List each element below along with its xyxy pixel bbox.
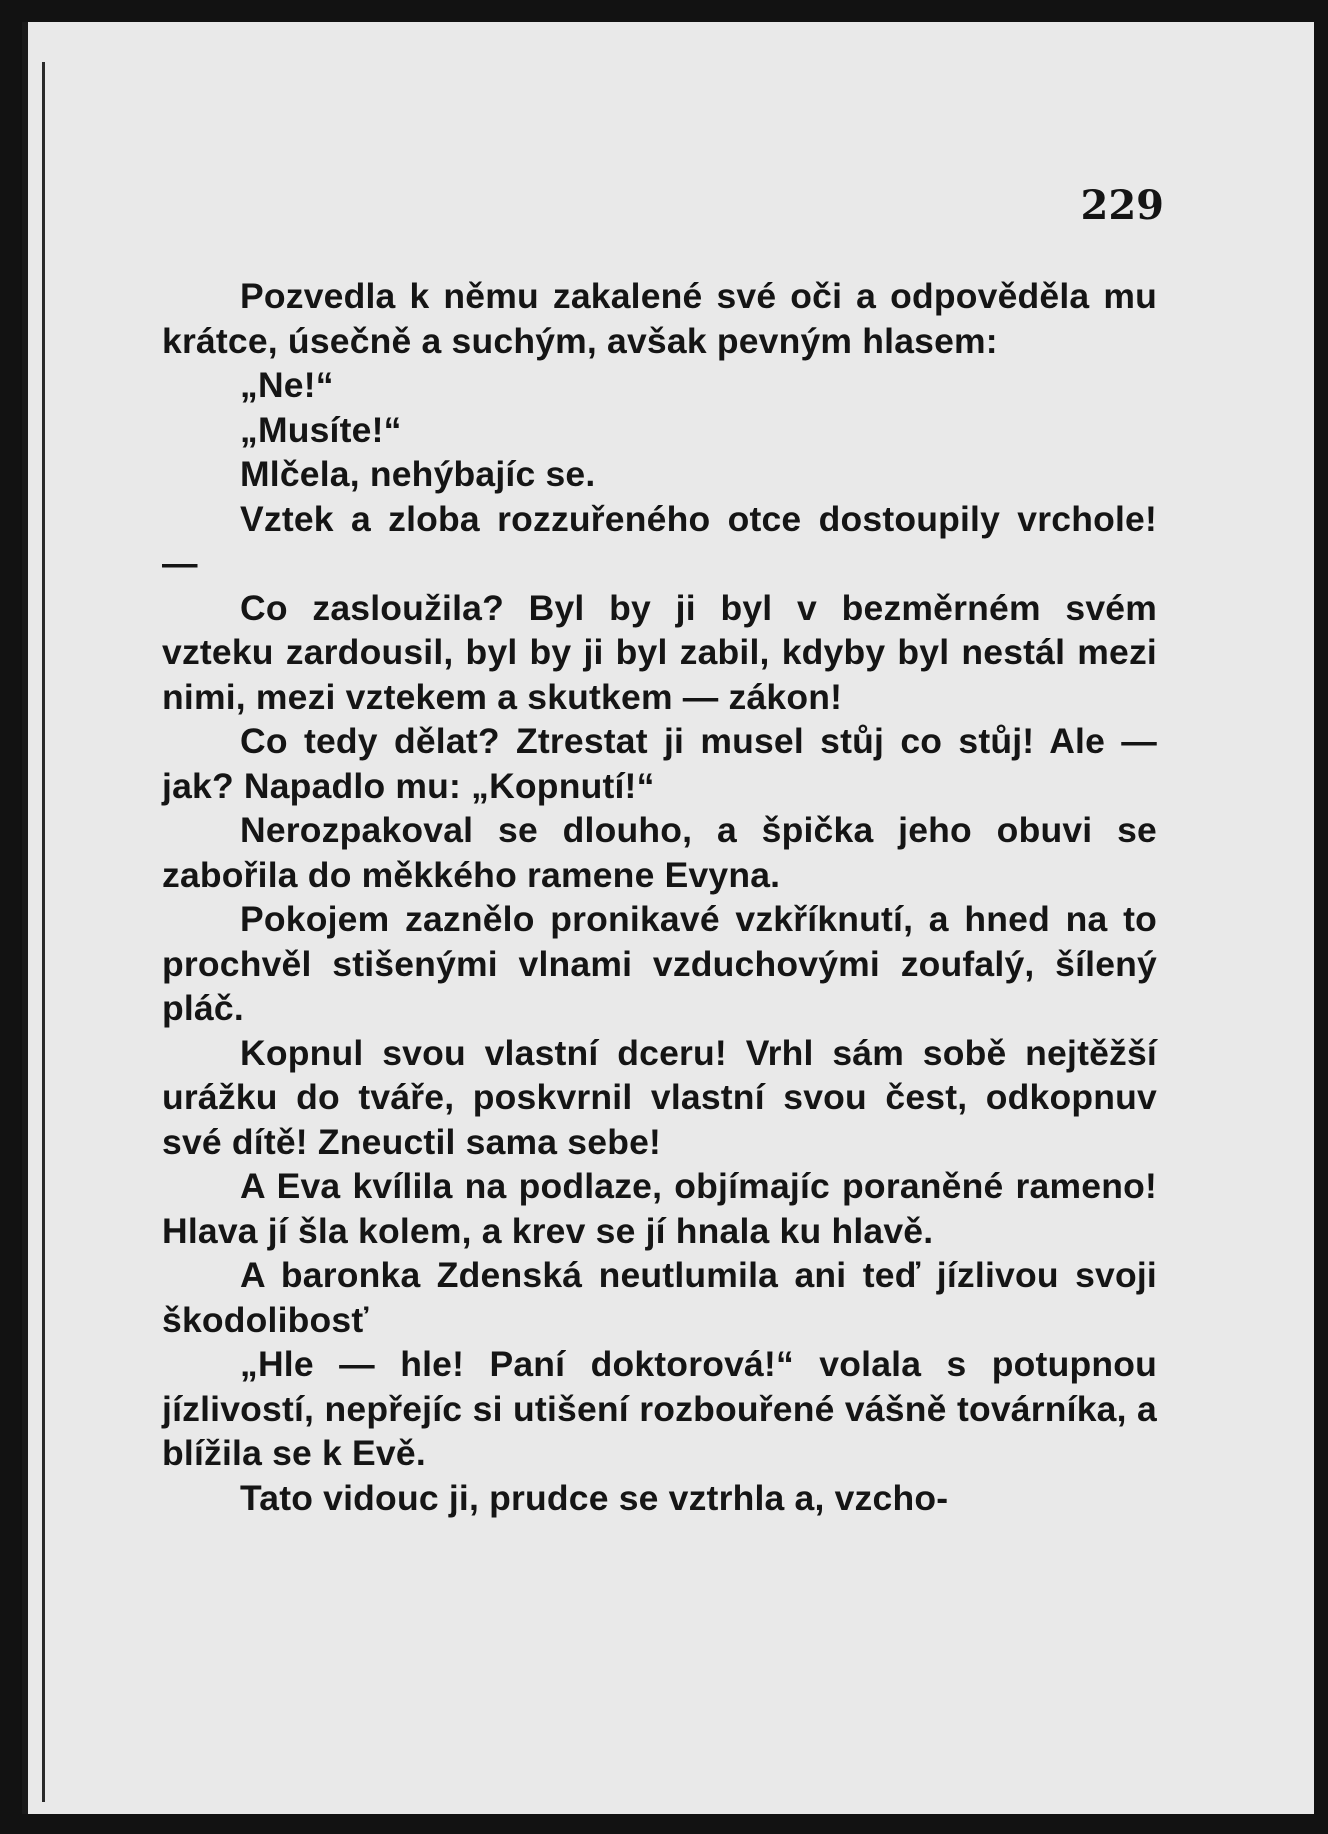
paragraph-2: „Ne!“	[240, 365, 334, 405]
paragraph-1: Pozvedla k němu zakalené své oči a odpověděla mu krátce, úsečně a suchým, avšak pevným hlasem:	[162, 276, 1157, 361]
paragraph-6: Co zasloužila? Byl by ji byl v bezměrném svém vzteku zardousil, byl by ji byl zabil, kdyby byl nestál mezi nimi, mezi vztekem a skutkem — zákon!	[162, 587, 1157, 717]
paragraph-13: „Hle — hle! Paní doktorová!“ volala s potupnou jízlivostí, nepřejíc si utišení rozbouřené vášně továrníka, a blížila se k Evě.	[162, 1344, 1157, 1473]
paragraph-8: Nerozpakoval se dlouho, a špička jeho obuvi se zabořila do měkkého ramene Evyna.	[162, 810, 1157, 895]
binding-edge	[42, 62, 45, 1802]
paragraph-5: Vztek a zloba rozzuřeného otce dostoupily vrchole! —	[162, 498, 1157, 583]
paragraph-10: Kopnul svou vlastní dceru! Vrhl sám sobě nejtěžší urážku do tváře, poskvrnil vlastní svou čest, odkopnuv své dítě! Zneuctil sama sebe!	[162, 1032, 1157, 1162]
paragraph-11: A Eva kvílila na podlaze, objímajíc poraněné rameno! Hlava jí šla kolem, a krev se jí hnala ku hlavě.	[162, 1166, 1157, 1251]
paragraph-4: Mlčela, nehýbajíc se.	[240, 454, 596, 494]
book-page	[22, 22, 1314, 1814]
paragraph-14: Tato vidouc ji, prudce se vztrhla a, vzcho-	[240, 1477, 949, 1518]
paragraph-9: Pokojem zaznělo pronikavé vzkříknutí, a hned na to prochvěl stišenými vlnami vzduchovými zoufalý, šílený pláč.	[162, 899, 1157, 1028]
page-number: 229	[1080, 182, 1164, 229]
paragraph-3: „Musíte!“	[240, 409, 402, 450]
paragraph-7: Co tedy dělat? Ztrestat ji musel stůj co stůj! Ale — jak? Napadlo mu: „Kopnutí!“	[162, 721, 1157, 806]
body-text	[162, 274, 1157, 1520]
paragraph-12: A baronka Zdenská neutlumila ani teď jízlivou svoji škodolibosť	[162, 1255, 1157, 1340]
